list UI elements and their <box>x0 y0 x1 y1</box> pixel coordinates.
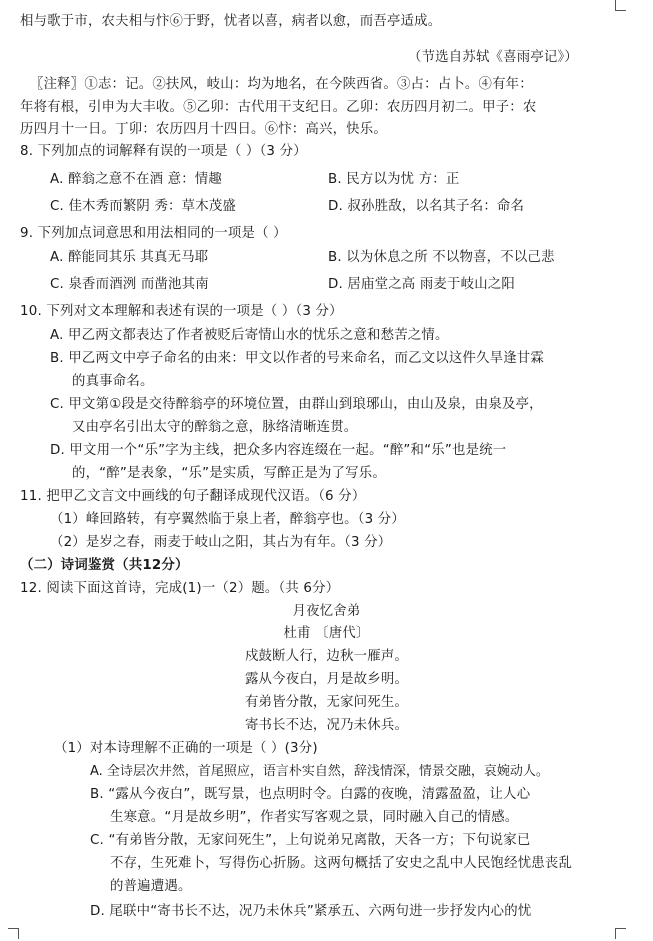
poem-line: 戍鼓断人行，边秋一雁声。 <box>244 649 409 664</box>
question-12-option-d: D. 尾联中“寄书长不达，况乃未休兵”紧承五、六两句进一步抒发内心的忧 <box>90 904 532 919</box>
question-12-option-c-cont: 的普遍遭遇。 <box>110 879 192 894</box>
poem-title: 月夜忆舍弟 <box>292 604 361 619</box>
question-8-stem: 8. 下列加点的词解释有误的一项是（ ）（3 分） <box>20 144 307 159</box>
crop-mark-top-right <box>615 0 626 11</box>
question-10-option-d: D. 甲文用一个“乐”字为主线，把众多内容连缀在一起。“醉”和“乐”也是统一 <box>50 443 507 458</box>
question-9-stem: 9. 下列加点词意思和用法相同的一项是（ ） <box>20 226 287 241</box>
question-10-option-d-cont: 的，“醉”是表象，“乐”是实质，写醉正是为了写乐。 <box>72 466 386 481</box>
question-12-sub-1-stem: （1）对本诗理解不正确的一项是（ ）(3分) <box>54 741 318 756</box>
question-12-option-b-cont: 生寒意。“月是故乡明”，作者实写客观之景，同时融入自己的情感。 <box>110 810 519 825</box>
question-9-option-b: B. 以为休息之所 不以物喜，不以己悲 <box>328 250 555 265</box>
excerpt-source: （节选自苏轼《喜雨亭记》） <box>408 50 578 65</box>
question-10-option-b: B. 甲乙两文中亭子命名的由来：甲文以作者的号来命名，而乙文以这件久旱逢甘霖 <box>50 351 544 366</box>
question-12-option-c-cont: 不存，生死难卜，写得伤心折肠。这两句概括了安史之乱中人民饱经忧患丧乱 <box>110 856 573 871</box>
notes-line: 历四月十一日。丁卯：农历四月十四日。⑥忭：高兴，快乐。 <box>20 122 387 137</box>
section-2-title: （二）诗词鉴赏（共12分） <box>20 558 189 573</box>
question-9-option-a: A. 醉能同其乐 其真无马耶 <box>50 250 209 265</box>
question-10-option-a: A. 甲乙两文都表达了作者被贬后寄情山水的忧乐之意和愁苦之情。 <box>50 328 449 343</box>
question-12-option-b: B. “露从今夜白”，既写景，也点明时令。白露的夜晚，清露盈盈，让人心 <box>90 787 531 802</box>
question-8-option-b: B. 民方以为忧 方：正 <box>328 172 460 187</box>
question-8-option-c: C. 佳木秀而繁阴 秀：草木茂盛 <box>50 199 237 214</box>
question-12-stem: 12. 阅读下面这首诗，完成(1)一（2）题。（共 6分） <box>20 581 340 596</box>
poem-author: 杜甫 〔唐代〕 <box>283 626 370 641</box>
poem-line: 露从今夜白，月是故乡明。 <box>244 672 409 687</box>
question-10-option-b-cont: 的真事命名。 <box>72 374 154 389</box>
question-10-option-c-cont: 又由亭名引出太守的醉翁之意，脉络清晰连贯。 <box>72 420 358 435</box>
question-8-option-d: D. 叔孙胜敌，以名其子名：命名 <box>328 199 525 214</box>
question-9-option-c: C. 泉香而酒洌 而凿池其南 <box>50 277 209 292</box>
question-12-option-a: A. 全诗层次井然，首尾照应，语言朴实自然，辞浅情深，情景交融，哀婉动人。 <box>90 764 549 779</box>
question-11-stem: 11. 把甲乙文言文中画线的句子翻译成现代汉语。（6 分） <box>20 489 366 504</box>
question-10-option-c: C. 甲文第①段是交待醉翁亭的环境位置，由群山到琅琊山，由山及泉，由泉及亭， <box>50 397 543 412</box>
question-8-option-a: A. 醉翁之意不在酒 意：情趣 <box>50 172 222 187</box>
crop-mark-bottom-right <box>615 928 626 939</box>
crop-mark-bottom-left <box>8 928 19 939</box>
question-12-option-c: C. “有弟皆分散，无家问死生”，上句说弟兄离散，天各一方；下句说家已 <box>90 833 531 848</box>
poem-line: 有弟皆分散，无家问死生。 <box>244 695 409 710</box>
question-9-option-d: D. 居庙堂之高 雨麦于岐山之阳 <box>328 277 515 292</box>
question-10-stem: 10. 下列对文本理解和表述有误的一项是（ ）（3 分） <box>20 304 343 319</box>
poem-line: 寄书长不达，况乃未休兵。 <box>244 718 409 733</box>
notes-line: 年将有根，引申为大丰收。⑤乙卯：古代用干支纪日。乙卯：农历四月初二。甲子：农 <box>20 100 537 115</box>
excerpt-line: 相与歌于市，农夫相与忭⑥于野，忧者以喜，病者以愈，而吾亭适成。 <box>20 14 442 29</box>
question-11-sentence-1: （1）峰回路转，有亭翼然临于泉上者，醉翁亭也。（3 分） <box>50 512 405 527</box>
question-11-sentence-2: （2）是岁之春，雨麦于岐山之阳，其占为有年。（3 分） <box>50 535 392 550</box>
notes-line: 〖注释〗①志：记。②扶风，岐山：均为地名，在今陕西省。③占：占卜。④有年： <box>30 77 533 92</box>
